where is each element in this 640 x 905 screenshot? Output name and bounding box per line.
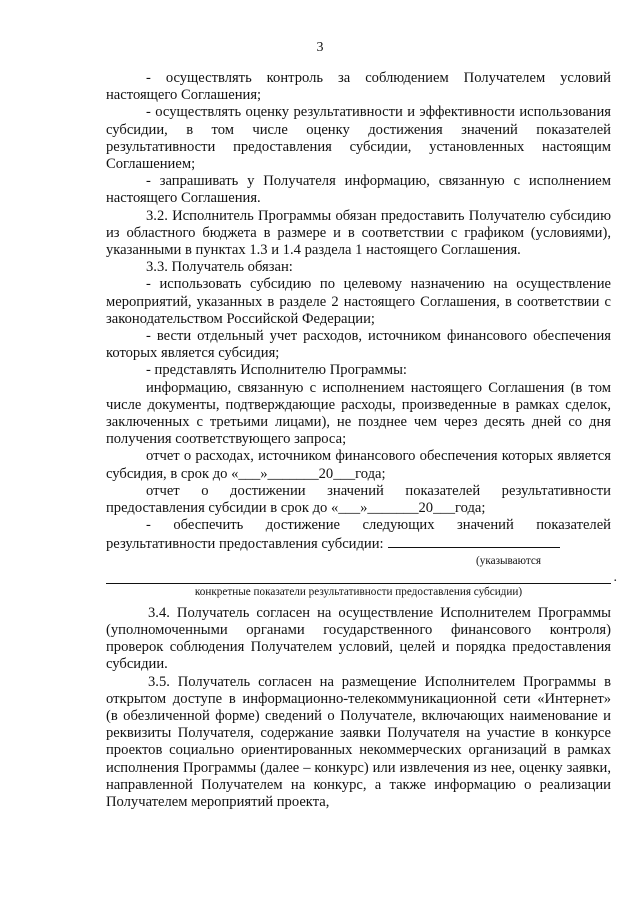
fill-in-line xyxy=(388,534,560,548)
page-number: 3 xyxy=(316,40,324,55)
paragraph: - использовать субсидию по целевому назначению на осуществление мероприятий, указанных в разделе 2 настоящего Соглашения, в соответствии с законодательством Российской Федерации; xyxy=(106,276,611,327)
paragraph: 3.4. Получатель согласен на осуществление Исполнителем Программы (уполномоченными органами государственного финансового контроля) проверок соблюдения Получателем условий, целей и порядка предоставления субсидии. xyxy=(106,604,611,673)
paragraph-with-blank xyxy=(106,517,611,553)
paragraph: - вести отдельный учет расходов, источником финансового обеспечения которых является субсидия; xyxy=(106,328,611,362)
paragraph: - осуществлять контроль за соблюдением Получателем условий настоящего Соглашения; xyxy=(106,70,611,104)
paragraph: - представлять Исполнителю Программы: xyxy=(146,362,407,379)
document-body xyxy=(106,70,617,811)
paragraph: 3.5. Получатель согласен на размещение Исполнителем Программы в открытом доступе в информационно-телекоммуникационной сети «Интернет» (в обезличенной форме) сведений о Получателе, включающих наименование и реквизиты Получателя, содержание заявки Получателя на участие в конкурсе проектов социально ориентированных некоммерческих организаций в рамках исполнения Программы (далее – конкурс) или извлечения из нее, оценку заявки, направленной Получателем на конкурс, а также информацию о реализации Получателем мероприятий проекта, xyxy=(106,673,611,810)
fill-in-full-line: . xyxy=(106,569,611,584)
paragraph: отчет о расходах, источником финансового обеспечения которых является субсидия, в срок до «___»_______20___года; xyxy=(106,448,611,482)
footnote-label: (указываются xyxy=(476,554,541,567)
paragraph: 3.3. Получатель обязан: xyxy=(146,259,293,276)
paragraph-text: - обеспечить достижение следующих значений показателей результативности предоставления субсидии: xyxy=(106,517,611,553)
footnote-label: конкретные показатели результативности предоставления субсидии) xyxy=(194,585,523,598)
paragraph: - осуществлять оценку результативности и эффективности использования субсидии, в том числе оценку достижения значений показателей результативности предоставления субсидии, установленных настоящим Соглашением; xyxy=(106,104,611,173)
paragraph: информацию, связанную с исполнением настоящего Соглашения (в том числе документы, подтверждающие расходы, произведенные в рамках сделок, заключенных с третьими лицами), не позднее чем через десять дней со дня получения соответствующего запроса; xyxy=(106,379,611,448)
paragraph: 3.2. Исполнитель Программы обязан предоставить Получателю субсидию из областного бюджета в размере и в соответствии с графиком (условиями), указанными в пунктах 1.3 и 1.4 раздела 1 настоящего Соглашения. xyxy=(106,207,611,259)
paragraph: отчет о достижении значений показателей результативности предоставления субсидии в срок до «___»_______20___года; xyxy=(106,482,611,517)
paragraph: - запрашивать у Получателя информацию, связанную с исполнением настоящего Соглашения. xyxy=(106,173,611,207)
